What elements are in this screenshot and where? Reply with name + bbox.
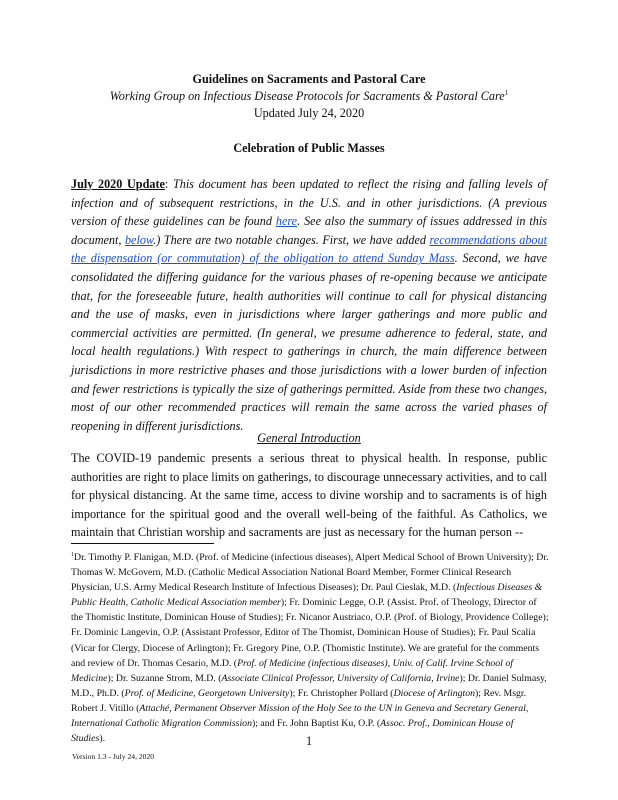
footnote-segment: ); Rev. Msgr. Robert J. Vitillo ( [71,687,527,714]
update-text-3: .) There are two notable changes. First, we have added [153,232,430,247]
footnote-divider [71,543,214,544]
footnote-segment: Infectious Diseases & Public Health, Catholic Medical Association member [71,582,543,609]
subtitle-text: Working Group on Infectious Disease Protocols for Sacraments & Pastoral Care [109,89,505,103]
footnote-segment: ); Fr. Christopher Pollard ( [289,687,394,699]
update-text-1: This document has been updated to reflect the rising and falling levels of infection and of subsequent restrictions, in the U.S. and in other jurisdictions. (A previous version of these guidelines can be found [71,177,547,229]
footnote-segment: Prof. of Medicine, Georgetown University [124,687,290,699]
general-intro-paragraph: The COVID-19 pandemic presents a serious threat to physical health. In response, public authorities are right to place limits on gatherings, to discourage unnecessary activities, and to call for physical distancing. At the same time, access to divine worship and to sacraments is of high importance for the spiritual good and the overall well-being of the faithful. As Catholics, we maintain that Christian worship and sacraments are just as necessary for the human person -- [71,451,547,540]
footnote-segment: Attaché, Permanent Observer Mission of the Holy See to the UN in Geneva and Secretary General, International Catholic Migration Commission [71,702,529,730]
footnote-segment: Prof. of Medicine (infectious diseases), Univ. of Calif. Irvine School of Medicine [71,657,513,684]
general-intro-heading [0,431,618,446]
footnote-segment: ); Dr. Suzanne Strom, M.D. ( [107,672,222,684]
footnote-segment: Assoc. Prof., Dominican House of Studies [71,718,514,745]
footnote-marker: 1 [71,552,74,558]
updated-date: Updated July 24, 2020 [253,106,365,120]
document-subtitle [0,89,618,104]
footnote-segment: ). [99,733,106,745]
footnote-body [71,552,549,744]
footnote-segment: Associate Clinical Professor, University of California, Irvine [221,672,460,684]
update-colon: : [164,177,169,191]
document-title: Guidelines on Sacraments and Pastoral Care [192,72,426,86]
footnote-segment: ); Dr. Daniel Sulmasy, M.D., Ph.D. ( [71,672,547,699]
page-number: 1 [305,734,313,748]
update-lead: July 2020 Update [71,177,165,191]
link-below[interactable]: below [124,232,154,247]
link-here[interactable]: here [275,214,298,229]
update-text-4: . Second, we have consolidated the differing guidance for the various phases of re-opening because we anticipate that, for the foreseeable future, health authorities will continue to call for physical distancing and the use of masks, even in jurisdictions where larger gatherings and more public and commercial activities are permitted. (In general, we presume adherence to federal, state, and local health regulations.) With respect to gatherings in church, the main difference between jurisdictions in more restrictive phases and those jurisdictions with a lower burden of infection and fewer restrictions is typically the size of gatherings permitted. Aside from these two changes, most of our other recommended practices will remain the same across the varied phases of reopening in different jurisdictions. [71,251,547,433]
footnote [71,548,549,746]
footnote-segment: ); Fr. Dominic Legge, O.P. (Assist. Prof. of Theology, Director of the Thomistic Institute, Dominican House of Studies); Fr. Nicanor Austriaco, O.P. (Prof. of Biology, Providence College); Fr. Dominic Langevin, O.P. (Assistant Professor, Editor of The Thomist, Dominican House of Studies); Fr. Paul Scalia (Vicar for Clergy, Diocese of Arlington); Fr. Gregory Pine, O.P. (Thomistic Institute). We are grateful for the comments and review of Dr. Thomas Cesario, M.D. ( [71,597,549,669]
version-footer: Version 1.3 - July 24, 2020 [72,752,155,761]
update-paragraph [71,175,547,435]
general-intro-heading-text: General Introduction [257,431,361,445]
section-heading: Celebration of Public Masses [233,141,385,155]
footnote-ref[interactable]: 1 [504,89,509,97]
link-recommendations[interactable]: recommendations about the dispensation (or commutation) of the obligation to attend Sunday Mass [71,232,547,266]
update-text-2: . See also the summary of issues addressed in this document, [71,214,547,247]
footnote-segment: Diocese of Arlington [393,687,476,699]
footnote-segment: ); and Fr. John Baptist Ku, O.P. ( [251,718,381,730]
footnote-segment: Dr. Timothy P. Flanigan, M.D. (Prof. of Medicine (infectious diseases), Alpert Medical School of Brown University); Dr. Thomas W. McGovern, M.D. (Catholic Medical Association National Board Member, Former Clinical Research Physician, U.S. Army Medical Research Institute of Infectious Diseases); Dr. Paul Cieslak, M.D. ( [71,552,549,594]
